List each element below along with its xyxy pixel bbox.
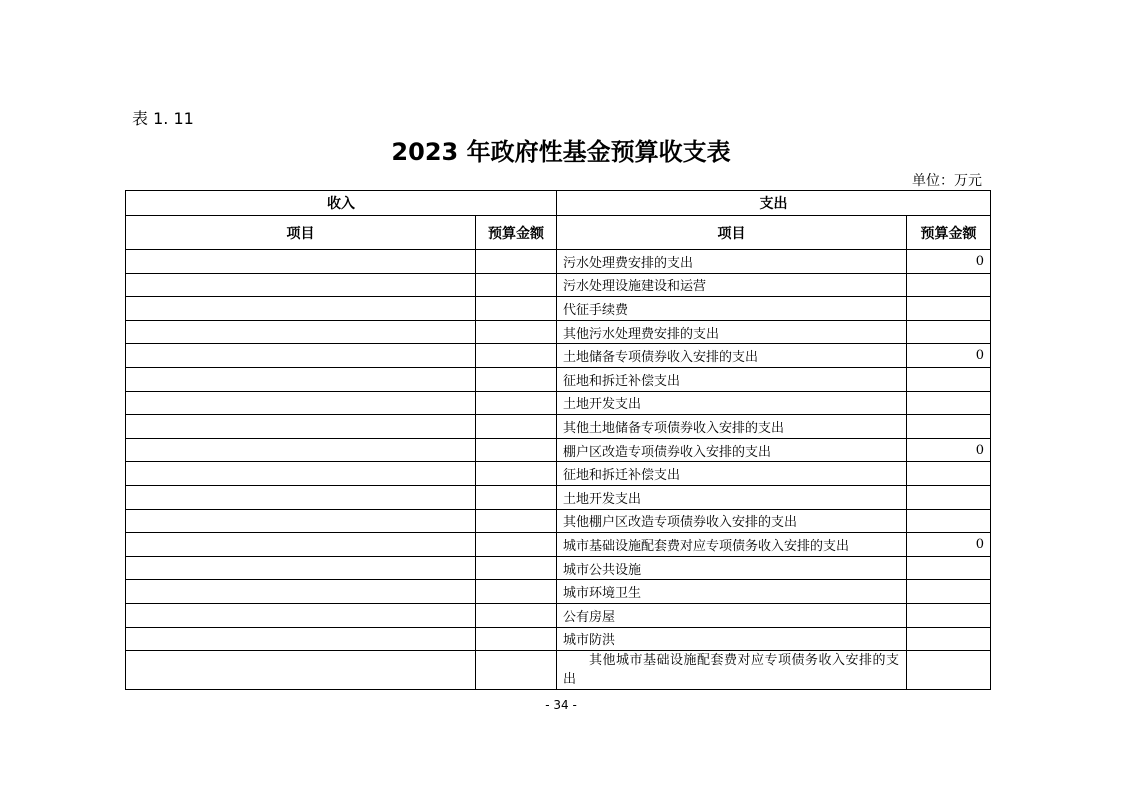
income-amount-cell [476,533,557,557]
expense-item-cell: 其他污水处理费安排的支出 [557,320,907,344]
expense-amount-cell [907,603,991,627]
table-row [126,320,991,344]
table-number: 表 1. 11 [132,109,194,128]
income-amount-cell [476,367,557,391]
expense-item-cell: 城市防洪 [557,627,907,651]
expense-amount-cell [907,485,991,509]
expense-item-cell: 土地储备专项债券收入安排的支出 [557,344,907,368]
income-item-cell [126,603,476,627]
expense-item-cell: 其他棚户区改造专项债券收入安排的支出 [557,509,907,533]
table-row [126,627,991,651]
expense-item-cell: 其他土地储备专项债券收入安排的支出 [557,415,907,439]
expense-amount-cell [907,627,991,651]
table-row [126,580,991,604]
income-amount-cell [476,320,557,344]
income-item-cell [126,485,476,509]
income-item-cell [126,367,476,391]
expense-item-column-header: 项目 [557,216,907,250]
table-row [126,556,991,580]
expense-amount-cell [907,297,991,321]
income-amount-cell [476,273,557,297]
expense-item-cell: 城市公共设施 [557,556,907,580]
income-header: 收入 [126,191,557,216]
unit-label: 单位：万元 [912,173,982,189]
budget-table [125,190,991,690]
income-item-cell [126,320,476,344]
table-row [126,533,991,557]
table-row [126,391,991,415]
income-item-cell [126,651,476,690]
expense-item-cell: 城市基础设施配套费对应专项债务收入安排的支出 [557,533,907,557]
income-amount-cell [476,438,557,462]
expense-item-cell: 征地和拆迁补偿支出 [557,367,907,391]
income-amount-cell [476,344,557,368]
expense-amount-cell: 0 [907,438,991,462]
table-row [126,367,991,391]
income-amount-cell [476,556,557,580]
table-row [126,415,991,439]
expense-amount-cell [907,391,991,415]
income-amount-column-header: 预算金额 [476,216,557,250]
expense-amount-cell [907,415,991,439]
expense-amount-cell [907,651,991,690]
expense-item-cell: 征地和拆迁补偿支出 [557,462,907,486]
income-item-cell [126,462,476,486]
expense-header: 支出 [557,191,991,216]
income-item-cell [126,509,476,533]
expense-item-cell: 棚户区改造专项债券收入安排的支出 [557,438,907,462]
expense-amount-cell: 0 [907,344,991,368]
income-item-cell [126,297,476,321]
income-amount-cell [476,297,557,321]
income-amount-cell [476,462,557,486]
expense-amount-cell: 0 [907,250,991,274]
income-item-cell [126,627,476,651]
income-amount-cell [476,485,557,509]
expense-amount-cell [907,556,991,580]
expense-amount-cell [907,367,991,391]
income-item-column-header: 项目 [126,216,476,250]
expense-amount-column-header: 预算金额 [907,216,991,250]
income-amount-cell [476,391,557,415]
income-amount-cell [476,627,557,651]
income-item-cell [126,580,476,604]
expense-item-cell: 城市环境卫生 [557,580,907,604]
expense-amount-cell [907,462,991,486]
expense-amount-cell [907,320,991,344]
income-amount-cell [476,651,557,690]
expense-item-cell: 代征手续费 [557,297,907,321]
expense-amount-cell: 0 [907,533,991,557]
table-row [126,485,991,509]
table-row [126,438,991,462]
expense-item-cell: 其他城市基础设施配套费对应专项债务收入安排的支出 [557,651,907,690]
income-amount-cell [476,603,557,627]
expense-item-cell: 土地开发支出 [557,485,907,509]
table-row [126,344,991,368]
expense-amount-cell [907,580,991,604]
income-item-cell [126,273,476,297]
expense-item-cell: 污水处理费安排的支出 [557,250,907,274]
table-row [126,273,991,297]
income-item-cell [126,415,476,439]
income-amount-cell [476,415,557,439]
expense-amount-cell [907,509,991,533]
income-amount-cell [476,250,557,274]
expense-amount-cell [907,273,991,297]
table-row [126,509,991,533]
table-row [126,462,991,486]
income-amount-cell [476,580,557,604]
table-row [126,651,991,690]
table-row [126,250,991,274]
expense-item-cell: 污水处理设施建设和运营 [557,273,907,297]
page-number: - 34 - [545,698,577,712]
income-amount-cell [476,509,557,533]
income-item-cell [126,344,476,368]
expense-item-cell: 土地开发支出 [557,391,907,415]
table-column-header-row [126,216,991,250]
table-row [126,297,991,321]
income-item-cell [126,533,476,557]
table-row [126,603,991,627]
income-item-cell [126,556,476,580]
income-item-cell [126,250,476,274]
table-group-header-row [126,191,991,216]
document-title: 2023 年政府性基金预算收支表 [391,138,731,166]
income-item-cell [126,438,476,462]
expense-item-cell: 公有房屋 [557,603,907,627]
income-item-cell [126,391,476,415]
